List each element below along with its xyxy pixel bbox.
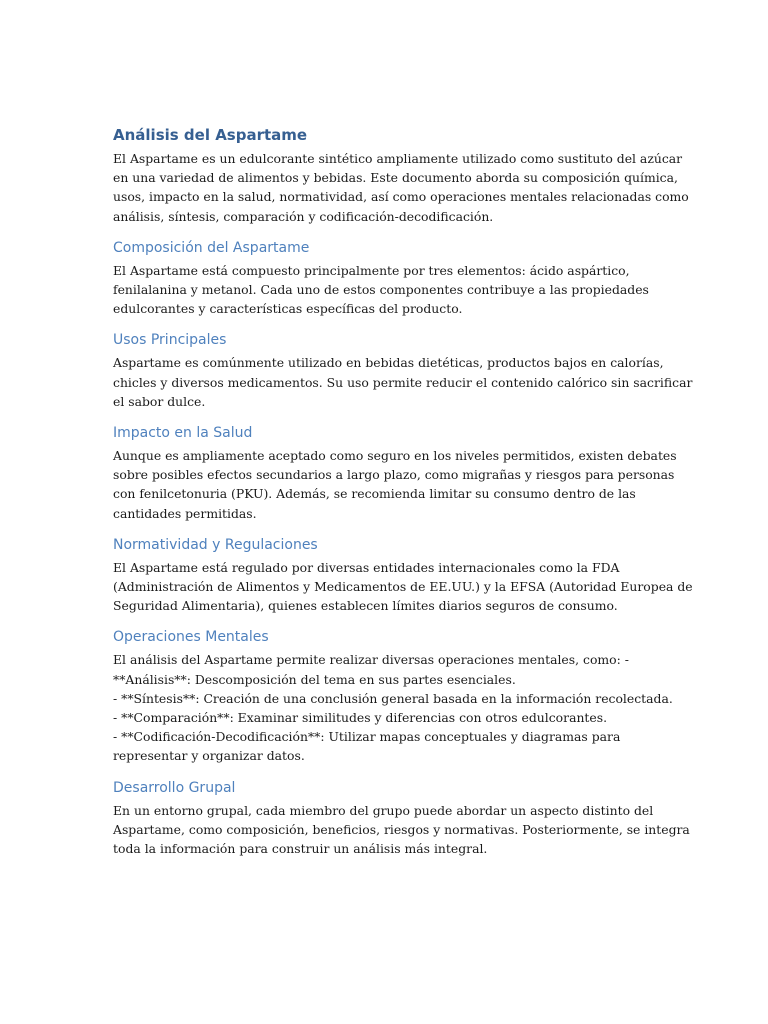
paragraph-line: Aspartame es comúnmente utilizado en bebidas dietéticas, productos bajos en calorías,	[113, 355, 664, 371]
paragraph-line: - **Comparación**: Examinar similitudes y diferencias con otros edulcorantes.	[113, 710, 608, 726]
paragraph-line: edulcorantes y características específicas del producto.	[113, 301, 463, 317]
paragraph-line: el sabor dulce.	[113, 393, 206, 409]
paragraph-line: El Aspartame está compuesto principalmente por tres elementos: ácido aspártico,	[113, 262, 630, 278]
paragraph-line: - **Codificación-Decodificación**: Utilizar mapas conceptuales y diagramas para	[113, 729, 621, 745]
section-heading-usos: Usos Principales	[113, 332, 227, 349]
document-page	[113, 124, 693, 858]
section-paragraph-normatividad	[113, 558, 693, 616]
paragraph-line: chicles y diversos medicamentos. Su uso permite reducir el contenido calórico sin sacrificar	[113, 374, 693, 390]
paragraph-line: en una variedad de alimentos y bebidas. Este documento aborda su composición química,	[113, 170, 678, 186]
paragraph-line: sobre posibles efectos secundarios a largo plazo, como migrañas y riesgos para personas	[113, 467, 675, 483]
section-paragraph-operaciones	[113, 650, 673, 765]
paragraph-line: toda la información para construir un análisis más integral.	[113, 841, 488, 857]
paragraph-line: cantidades permitidas.	[113, 505, 257, 521]
paragraph-line: **Análisis**: Descomposición del tema en sus partes esenciales.	[113, 671, 516, 687]
paragraph-line: El Aspartame está regulado por diversas entidades internacionales como la FDA	[113, 559, 620, 575]
paragraph-line: fenilalanina y metanol. Cada uno de estos componentes contribuye a las propiedades	[113, 282, 649, 298]
paragraph-line: análisis, síntesis, comparación y codificación-decodificación.	[113, 208, 494, 224]
paragraph-line: Aspartame, como composición, beneficios, riesgos y normativas. Posteriormente, se integra	[113, 821, 690, 837]
paragraph-line: En un entorno grupal, cada miembro del grupo puede abordar un aspecto distinto del	[113, 802, 654, 818]
section-heading-operaciones: Operaciones Mentales	[113, 629, 269, 646]
paragraph-line: Aunque es ampliamente aceptado como seguro en los niveles permitidos, existen debates	[113, 448, 677, 464]
section-heading-normatividad: Normatividad y Regulaciones	[113, 536, 318, 553]
section-paragraph-impacto	[113, 446, 677, 523]
paragraph-line: Seguridad Alimentaria), quienes establecen límites diarios seguros de consumo.	[113, 598, 618, 614]
paragraph-line: con fenilcetonuria (PKU). Además, se recomienda limitar su consumo dentro de las	[113, 486, 636, 502]
paragraph-line: El análisis del Aspartame permite realizar diversas operaciones mentales, como: -	[113, 652, 629, 668]
section-heading-desarrollo: Desarrollo Grupal	[113, 779, 236, 796]
paragraph-line: - **Síntesis**: Creación de una conclusión general basada en la información recolectada.	[113, 690, 673, 706]
section-heading-composicion: Composición del Aspartame	[113, 239, 310, 256]
section-heading-impacto: Impacto en la Salud	[113, 425, 253, 442]
section-paragraph-desarrollo	[113, 801, 690, 859]
section-paragraph-usos	[113, 353, 693, 411]
paragraph-line: usos, impacto en la salud, normatividad, así como operaciones mentales relacionadas como	[113, 189, 689, 205]
paragraph-line: (Administración de Alimentos y Medicamentos de EE.UU.) y la EFSA (Autoridad Europea de	[113, 579, 693, 595]
section-paragraph-composicion	[113, 261, 658, 319]
paragraph-line: El Aspartame es un edulcorante sintético ampliamente utilizado como sustituto del azúcar	[113, 151, 683, 166]
intro-paragraph	[113, 149, 689, 226]
document-title: Análisis del Aspartame	[113, 126, 308, 144]
paragraph-line: representar y organizar datos.	[113, 748, 305, 764]
